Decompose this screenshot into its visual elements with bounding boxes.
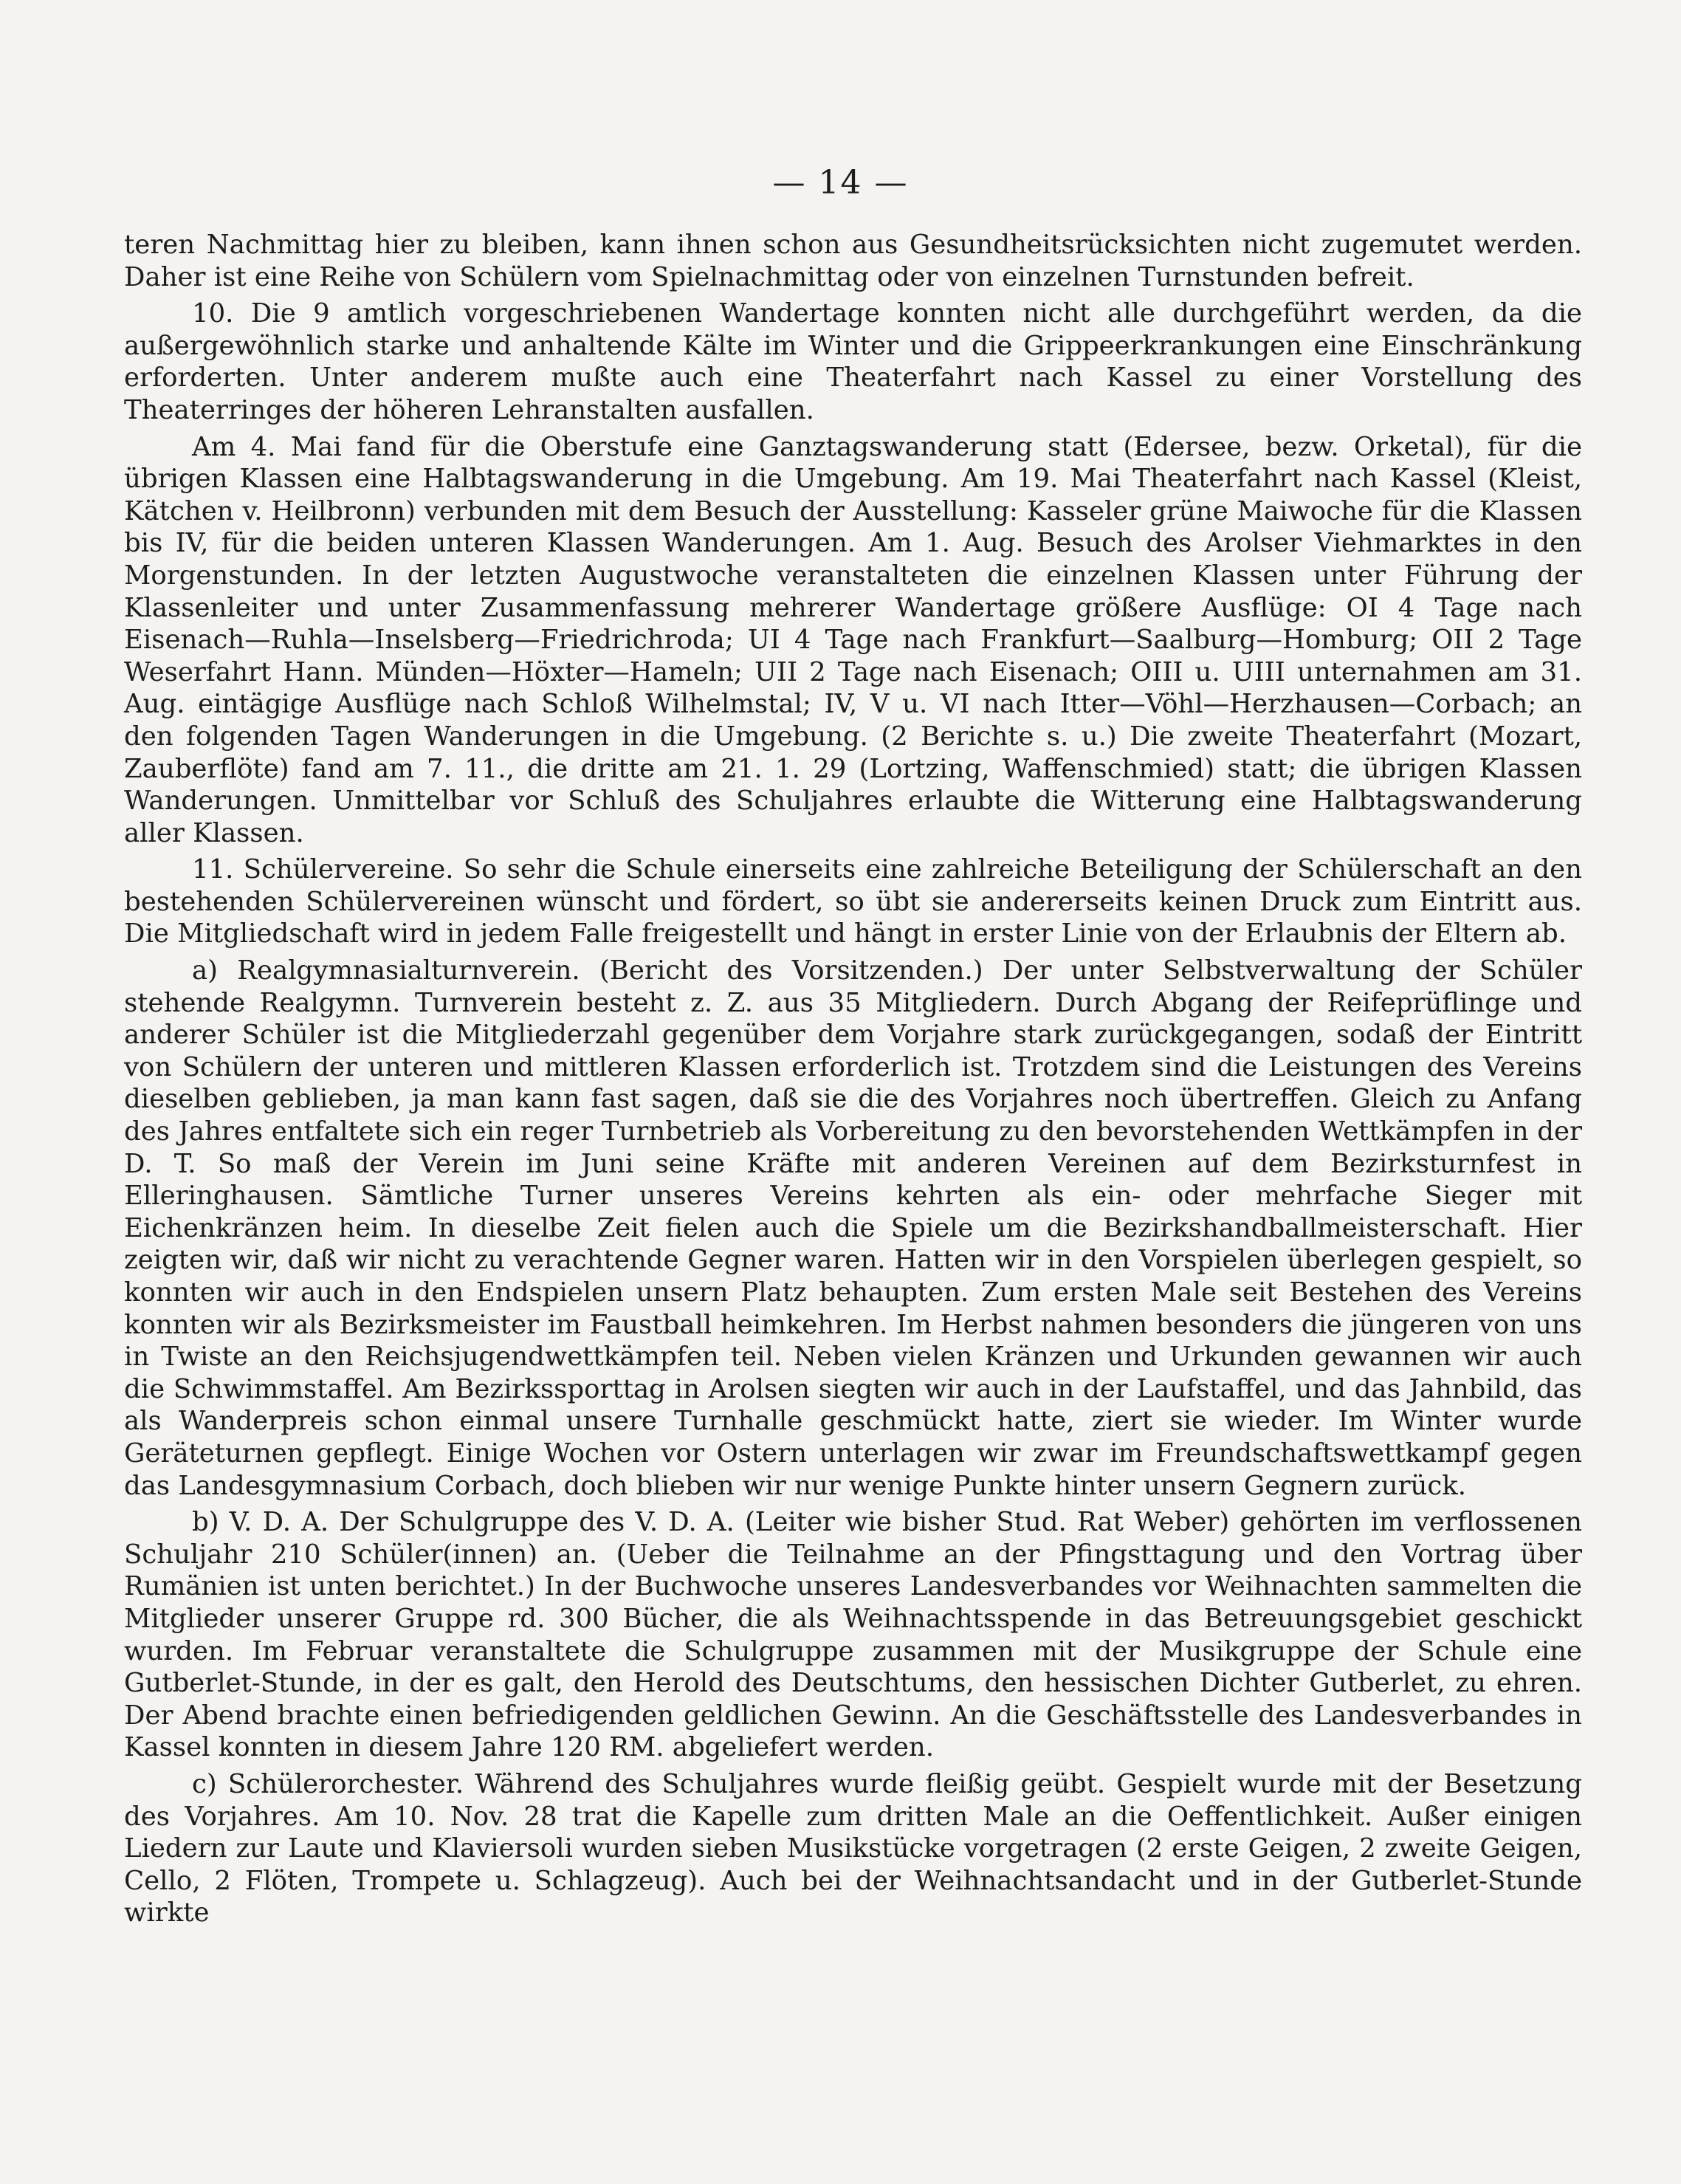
paragraph-schuelervereine: 11. Schülervereine. So sehr die Schule einerseits eine zahlreiche Beteiligung der Schülerschaft an den bestehenden Schülervereinen wünscht und fördert, so übt sie andererseits keinen Druck zum Eintritt aus. Die Mitgliedschaft wird in jedem Falle freigestellt und hängt in erster Linie von der Erlaubnis der Eltern ab.	[124, 854, 1582, 950]
paragraph-vda: b) V. D. A. Der Schulgruppe des V. D. A. (Leiter wie bisher Stud. Rat Weber) gehörten im verflossenen Schuljahr 210 Schüler(innen) an. (Ueber die Teilnahme an der Pfingsttagung und den Vortrag über Rumänien ist unten berichtet.) In der Buchwoche unseres Landesverbandes vor Weihnachten sammelten die Mitglieder unserer Gruppe rd. 300 Bücher, die als Weihnachtsspende in das Betreuungsgebiet geschickt wurden. Im Februar veranstaltete die Schulgruppe zusammen mit der Musikgruppe der Schule eine Gutberlet-Stunde, in der es galt, den Herold des Deutschtums, den hessischen Dichter Gutberlet, zu ehren. Der Abend brachte einen befriedigenden geldlichen Gewinn. An die Geschäftsstelle des Landesverbandes in Kassel konnten in diesem Jahre 120 RM. abgeliefert werden.	[124, 1507, 1582, 1763]
page-number: — 14 —	[772, 164, 909, 202]
paragraph-orchester: c) Schülerorchester. Während des Schuljahres wurde fleißig geübt. Gespielt wurde mit der Besetzung des Vorjahres. Am 10. Nov. 28 trat die Kapelle zum dritten Male an die Oeffentlichkeit. Außer einigen Liedern zur Laute und Klaviersoli wurden sieben Musikstücke vorgetragen (2 erste Geigen, 2 zweite Geigen, Cello, 2 Flöten, Trompete u. Schlagzeug). Auch bei der Weihnachtsandacht und in der Gutberlet-Stunde wirkte	[124, 1768, 1582, 1929]
paragraph-wandertage: 10. Die 9 amtlich vorgeschriebenen Wandertage konnten nicht alle durchgeführt werden, da die außergewöhnlich starke und anhaltende Kälte im Winter und die Grippeerkrankungen eine Einschränkung erforderten. Unter anderem mußte auch eine Theaterfahrt nach Kassel zu einer Vorstellung des Theaterringes der höheren Lehranstalten ausfallen.	[124, 298, 1582, 425]
body-text	[124, 229, 1582, 1934]
paragraph-continuation: teren Nachmittag hier zu bleiben, kann ihnen schon aus Gesundheitsrücksichten nicht zugemutet werden. Daher ist eine Reihe von Schülern vom Spielnachmittag oder von einzelnen Turnstunden befreit.	[124, 230, 1582, 292]
paragraph-ausfluege: Am 4. Mai fand für die Oberstufe eine Ganztagswanderung statt (Edersee, bezw. Orketal), für die übrigen Klassen eine Halbtagswanderung in die Umgebung. Am 19. Mai Theaterfahrt nach Kassel (Kleist, Kätchen v. Heilbronn) verbunden mit dem Besuch der Ausstellung: Kasseler grüne Maiwoche für die Klassen bis IV, für die beiden unteren Klassen Wanderungen. Am 1. Aug. Besuch des Arolser Viehmarktes in den Morgenstunden. In der letzten Augustwoche veranstalteten die einzelnen Klassen unter Führung der Klassenleiter und unter Zusammenfassung mehrerer Wandertage größere Ausflüge: OI 4 Tage nach Eisenach—Ruhla—Inselsberg—Friedrichroda; UI 4 Tage nach Frankfurt—Saalburg—Homburg; OII 2 Tage Weserfahrt Hann. Münden—Höxter—Hameln; UII 2 Tage nach Eisenach; OIII u. UIII unternahmen am 31. Aug. eintägige Ausflüge nach Schloß Wilhelmstal; IV, V u. VI nach Itter—Vöhl—Herzhausen—Corbach; an den folgenden Tagen Wanderungen in die Umgebung. (2 Berichte s. u.) Die zweite Theaterfahrt (Mozart, Zauberflöte) fand am 7. 11., die dritte am 21. 1. 29 (Lortzing, Waffenschmied) statt; die übrigen Klassen Wanderungen. Unmittelbar vor Schluß des Schuljahres erlaubte die Witterung eine Halbtagswanderung aller Klassen.	[124, 431, 1582, 848]
paragraph-turnverein: a) Realgymnasialturnverein. (Bericht des Vorsitzenden.) Der unter Selbstverwaltung der Schüler stehende Realgymn. Turnverein besteht z. Z. aus 35 Mitgliedern. Durch Abgang der Reifeprüflinge und anderer Schüler ist die Mitgliederzahl gegenüber dem Vorjahre stark zurückgegangen, sodaß der Eintritt von Schülern der unteren und mittleren Klassen erforderlich ist. Trotzdem sind die Leistungen des Vereins dieselben geblieben, ja man kann fast sagen, daß sie die des Vorjahres noch übertreffen. Gleich zu Anfang des Jahres entfaltete sich ein reger Turnbetrieb als Vorbereitung zu den bevorstehenden Wettkämpfen in der D. T. So maß der Verein im Juni seine Kräfte mit anderen Vereinen auf dem Bezirksturnfest in Elleringhausen. Sämtliche Turner unseres Vereins kehrten als ein- oder mehrfache Sieger mit Eichenkränzen heim. In dieselbe Zeit fielen auch die Spiele um die Bezirkshandballmeisterschaft. Hier zeigten wir, daß wir nicht zu verachtende Gegner waren. Hatten wir in den Vorspielen überlegen gespielt, so konnten wir auch in den Endspielen unsern Platz behaupten. Zum ersten Male seit Bestehen des Vereins konnten wir als Bezirksmeister im Faustball heimkehren. Im Herbst nahmen besonders die jüngeren von uns in Twiste an den Reichsjugendwettkämpfen teil. Neben vielen Kränzen und Urkunden gewannen wir auch die Schwimmstaffel. Am Bezirkssporttag in Arolsen siegten wir auch in der Laufstaffel, und das Jahnbild, das als Wanderpreis schon einmal unsere Turnhalle geschmückt hatte, ziert sie wieder. Im Winter wurde Geräteturnen gepflegt. Einige Wochen vor Ostern unterlagen wir zwar im Freundschaftswettkampf gegen das Landesgymnasium Corbach, doch blieben wir nur wenige Punkte hinter unsern Gegnern zurück.	[124, 955, 1582, 1501]
